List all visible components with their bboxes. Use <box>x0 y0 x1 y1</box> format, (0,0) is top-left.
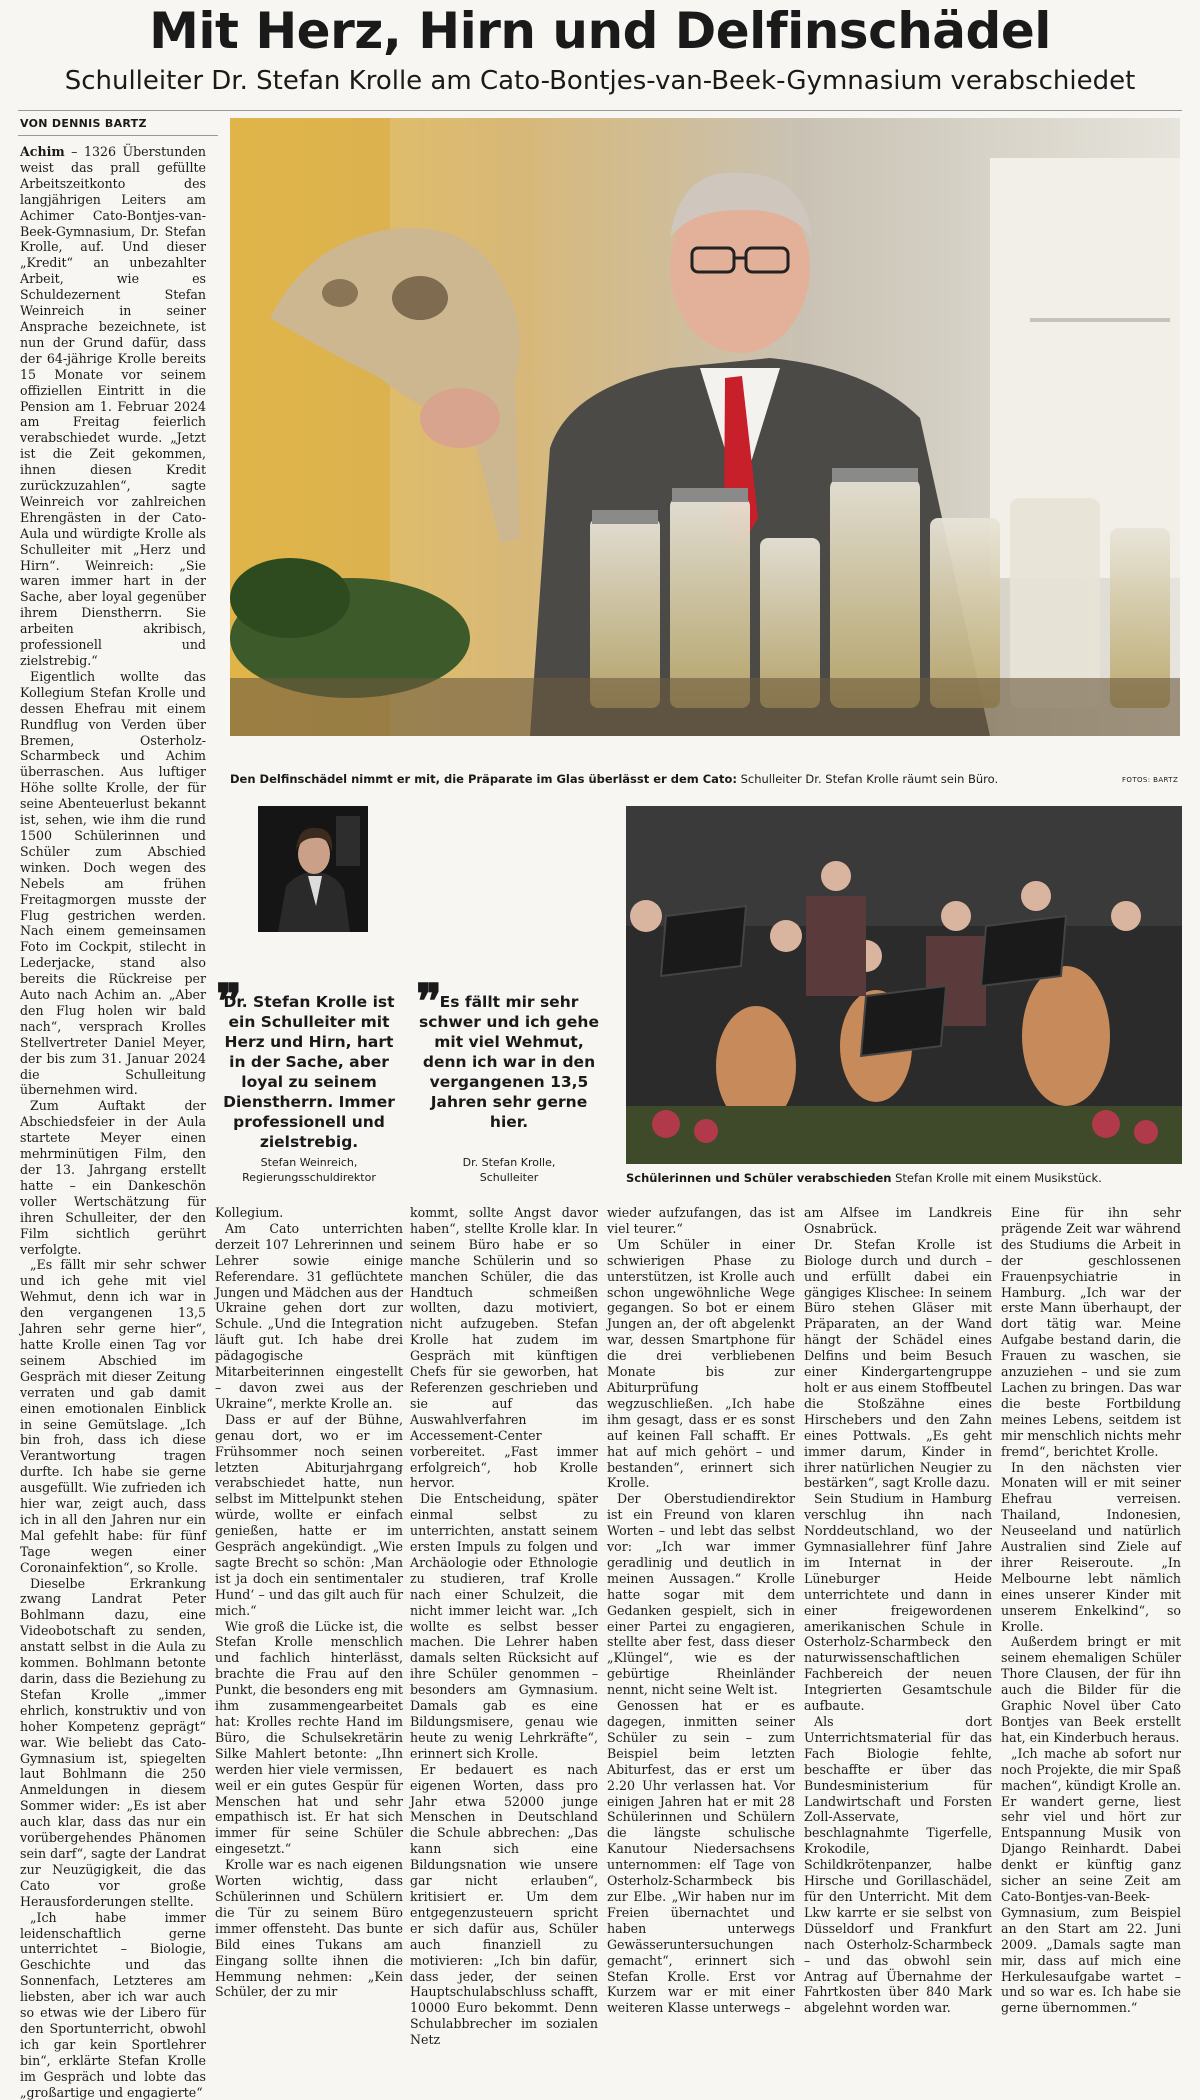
paragraph: „Ich habe immer leidenschaftlich gerne unterrichtet – Biologie, Geschichte und das Sonnenfach, Letzteres am liebsten, aber ich war auch so etwas wie der Libero für den Sportunterricht, obwohl ich gar kein Sportlehrer bin“, erklärte Stefan Krolle im Gespräch und lobte das „großartige und engagierte“ <box>20 1909 206 2100</box>
paragraph: Genossen hat er es dagegen, inmitten seiner Schüler zu sein – zum Beispiel beim letzten Abiturfest, das er erst um 2.20 Uhr verlassen hat. Vor einigen Jahren hat er mit 28 Schülerinnen und Schülern die längste schulische Kanutour Niedersachsens unternommen: elf Tage von Osterholz-Scharmbeck bis zur Elbe. „Wir haben nur im Freien übernachtet und haben unterwegs Gewässeruntersuchungen gemacht“, erinnert sich Stefan Krolle. Erst vor Kurzem war er mit einer weiteren Klasse unterwegs – <box>607 1698 795 2016</box>
paragraph: am Alfsee im Landkreis Osnabrück. <box>804 1205 992 1236</box>
paragraph: „Es fällt mir sehr schwer und ich gehe mit viel Wehmut, denn ich war in den vergangenen 13,5 Jahren sehr gerne hier“, hatte Krolle einen Tag vor seinem Abschied im Gespräch mit dieser Zeitung verraten und gab damit einen emotionalen Einblick in seine Gemütslage. „Ich bin froh, dass ich diese Verantwortung tragen durfte. Ich habe sie gerne ausgefüllt. Wie zufrieden ich hier war, zeigt auch, dass ich in all den Jahren nur ein Mal gefehlt habe: für fünf Tage wegen einer Coronainfektion“, so Krolle. <box>20 1257 206 1575</box>
paragraph: Dieselbe Erkrankung zwang Landrat Peter Bohlmann dazu, eine Videobotschaft zu senden, anstatt selbst in die Aula zu kommen. Bohlmann betonte darin, dass die Beziehung zu Stefan Krolle „immer ehrlich, konstruktiv und von hoher Kompetenz geprägt“ war. Wie beliebt das Cato-Gymnasium ist, spiegelten laut Bohlmann die 250 Anmeldungen in diesem Sommer wider: „Es ist aber auch klar, dass das nur ein vorübergehendes Phänomen sein darf“, sagte der Landrat zur Neuzügigkeit, die das Cato vor große Herausforderungen stellte. <box>20 1575 206 1909</box>
text-column-1 <box>20 144 206 2100</box>
text-column-6 <box>1001 1205 1181 2016</box>
subheadline: Schulleiter Dr. Stefan Krolle am Cato-Bontjes-van-Beek-Gymnasium verabschiedet <box>64 66 1136 96</box>
text-column-2 <box>215 1205 404 2000</box>
paragraph: Dass er auf der Bühne, genau dort, wo er im Frühsommer noch seinen letzten Abiturjahrgang verabschiedet hatte, nun selbst im Mittelpunkt stehen würde, wollte er einfach genießen, hatte er im Gespräch angekündigt. „Wie sagte Brecht so schön: ‚Man ist ja doch ein sentimentaler Hund‘ – und das gilt auch für mich.“ <box>215 1411 403 1618</box>
pull-quote-krolle <box>416 974 600 1132</box>
quote-attribution <box>218 1155 400 1185</box>
paragraph: Als dort Unterrichtsmaterial für das Fach Biologie fehlte, beschaffte er über das Bundesministerium für Landwirtschaft und Forsten Zoll-Asservate, beschlagnahmte Tigerfelle, Krokodile, Schildkrötenpanzer, halbe Hirsche und Gorillaschädel, für den Unterricht. Mit dem Lkw karrte er sie selbst von Düsseldorf und Frankfurt nach Osterholz-Scharmbeck – und das obwohl sein Antrag auf Übernahme der Fahrtkosten über 840 Mark abgelehnt worden war. <box>804 1714 992 2016</box>
paragraph: wieder aufzufangen, das ist viel teurer.“ <box>607 1205 795 1236</box>
byline-rule <box>18 135 218 136</box>
paragraph: Er bedauert es nach eigenen Worten, dass pro Jahr etwa 52000 junge Menschen in Deutschland die Schule abbrechen: „Das kann sich eine Bildungsnation wie unsere gar nicht erlauben“, kritisiert er. Um dem entgegenzusteuern spricht er sich dafür aus, Schüler auch finanziell zu motivieren: „Ich bin dafür, dass jeder, der seinen Hauptschulabschluss schafft, 10000 Euro bekommt. Denn Schulabbrecher im sozialen Netz <box>410 1761 598 2048</box>
paragraph: Am Cato unterrichten derzeit 107 Lehrerinnen und Lehrer sowie einige Referendare. 31 geflüchtete Jungen und Mädchen aus der Ukraine gehen dort zur Schule. „Und die Integration läuft gut. Ich habe drei pädagogische Mitarbeiterinnen eingestellt – davon zwei aus der Ukraine“, merkte Krolle an. <box>215 1220 404 1411</box>
paragraph: Die Entscheidung, später einmal selbst zu unterrichten, anstatt seinem ersten Impuls zu folgen und Archäologie oder Ethnologie zu studieren, traf Krolle nach einer Schulzeit, die nicht immer leicht war. „Ich wollte es selbst besser machen. Die Lehrer haben damals selten Rücksicht auf ihre Schüler genommen – besonders am Gymnasium. Damals gab es eine Bildungsmisere, genau wie heute zu wenig Lehrkräfte“, erinnert sich Krolle. <box>410 1491 598 1761</box>
caption-text: Stefan Krolle mit einem Musikstück. <box>891 1171 1102 1185</box>
paragraph: Um Schüler in einer schwierigen Phase zu unterstützen, ist Krolle auch schon ungewöhnliche Wege gegangen. So bot er einem Jungen an, der oft abgelenkt war, dessen Smartphone für die drei verbliebenen Monate bis zur Abiturprüfung wegzuschließen. „Ich habe ihm gesagt, dass er es sonst auf keinen Fall schafft. Er hat auf mich gehört – und bestanden“, erinnert sich Krolle. <box>607 1236 795 1491</box>
main-photo-delfinschaedel <box>230 118 1180 736</box>
paragraph: Dr. Stefan Krolle ist Biologe durch und durch – und erfüllt dabei ein gängiges Klischee: In seinem Büro stehen Gläser mit Präparaten, an der Wand hängt der Schädel eines Delfins und beim Besuch einer Kindergartengruppe holt er aus einem Stoffbeutel die Stoßzähne eines Hirschebers und den Zahn eines Pottwals. „Es geht immer darum, Kinder in ihrer natürlichen Neugier zu bestärken“, sagt Krolle dazu. <box>804 1236 992 1491</box>
music-photo-caption <box>626 1171 1182 1185</box>
pull-quote-weinreich <box>216 974 400 1152</box>
quote-text: Dr. Stefan Krolle ist ein Schulleiter mit Herz und Hirn, hart in der Sache, aber loyal zu seinem Dienstherrn. Immer professionell und zielstrebig. <box>223 993 395 1151</box>
header-rule <box>18 110 1182 111</box>
paragraph: Zum Auftakt der Abschiedsfeier in der Aula startete Meyer einen mehrminütigen Film, den der 13. Jahrgang erstellt hatte – ein Dankeschön voller Wertschätzung für ihren Schulleiter, der den Film sichtlich gerührt verfolgte. <box>20 1098 206 1257</box>
quote-attribution <box>418 1155 600 1185</box>
speaker-photo <box>258 806 368 932</box>
paragraph: kommt, sollte Angst davor haben“, stellte Krolle klar. In seinem Büro habe er so manche Schülerin und so manchen Schüler, die das Handtuch schmeißen wollten, dazu motiviert, nicht aufzugeben. Stefan Krolle hat zudem im Gespräch mit künftigen Chefs für sie geworben, hat Referenzen geschrieben und sie auf das Auswahlverfahren im Accessement-Center vorbereitet. „Fast immer erfolgreich“, hob Krolle hervor. <box>410 1205 598 1491</box>
quote-name: Stefan Weinreich, <box>260 1156 358 1169</box>
paragraph: Krolle war es nach eigenen Worten wichtig, dass Schülerinnen und Schülern die Tür zu seinem Büro immer offensteht. Das bunte Bild eines Tukans am Eingang sollte ihnen die Hemmung nehmen: „Kein Schüler, der zu mir <box>215 1857 403 2000</box>
text-column-5 <box>804 1205 992 2016</box>
paragraph: Sein Studium in Hamburg verschlug ihn nach Norddeutschland, wo der Gymnasiallehrer fünf Jahre im Internat in der Lüneburger Heide unterrichtete und dann in einer freigewordenen amerikanischen Schule in Osterholz-Scharmbeck den naturwissenschaftlichen Fachbereich der neuen Integrierten Gesamtschule aufbaute. <box>804 1491 992 1714</box>
lead-text: – 1326 Überstunden weist das prall gefüllte Arbeitszeitkonto des langjährigen Leiters am Achimer Cato-Bontjes-van-Beek-Gymnasium, Dr. Stefan Krolle, auf. Und dieser „Kredit“ an unbezahlter Arbeit, wie es Schuldezernent Stefan Weinreich in seiner Ansprache bezeichnete, ist nun der Grund dafür, dass der 64-jährige Krolle bereits 15 Monate vor seinem offiziellen Eintritt in die Pension am 1. Februar 2024 am Freitag feierlich verabschiedet wurde. „Jetzt ist die Zeit gekommen, ihnen diesen Kredit zurückzuzahlen“, sagte Weinreich vor zahlreichen Ehrengästen in der Cato-Aula und würdigte Krolle als Schulleiter mit „Herz und Hirn“. Weinreich: „Sie waren immer hart in der Sache, aber loyal gegenüber ihrem Dienstherrn. Sie arbeiten akribisch, professionell und zielstrebig.“ <box>20 144 206 668</box>
quote-name: Dr. Stefan Krolle, <box>462 1156 556 1169</box>
caption-text: Schulleiter Dr. Stefan Krolle räumt sein Büro. <box>736 772 999 786</box>
quote-mark: ❞ <box>216 974 242 1030</box>
paragraph: Wie groß die Lücke ist, die Stefan Krolle menschlich und fachlich hinterlässt, brachte die Frau auf den Punkt, die besonders eng mit ihm zusammengearbeitet hat: Krolles rechte Hand im Büro, die Schulsekretärin Silke Mahlert betonte: „Ihn werden hier viele vermissen, weil er ein gutes Gespür für Menschen hat und sehr empathisch ist. Er hat sich immer für seine Schüler eingesetzt.“ <box>215 1618 403 1857</box>
dateline: Achim <box>20 144 65 159</box>
paragraph: Außerdem bringt er mit seinem ehemaligen Schüler Thore Clausen, der für ihn auch die Bilder für die Graphic Novel über Cato Bontjes van Beek erstellt hat, ein Kinderbuch heraus. <box>1001 1634 1181 1745</box>
text-column-3 <box>410 1205 598 2048</box>
paragraph: „Ich mache ab sofort nur noch Projekte, die mir Spaß machen“, kündigt Krolle an. Er wandert gerne, liest sehr viel und hört zur Entspannung Musik von Django Reinhardt. Dabei denkt er künftig ganz sicher an seine Zeit am Cato-Bontjes-van-Beek-Gymnasium, zum Beispiel an den Start am 22. Juni 2009. „Damals sagte man mir, dass auf mich eine Herkulesaufgabe wartet – und so war es. Ich habe sie gerne übernommen.“ <box>1001 1745 1181 2016</box>
quote-role: Schulleiter <box>479 1171 539 1184</box>
quote-mark: ❞ <box>416 974 442 1030</box>
caption-bold: Den Delfinschädel nimmt er mit, die Präparate im Glas überlässt er dem Cato: <box>230 772 737 786</box>
paragraph: Der Oberstudiendirektor ist ein Freund von klaren Worten – und lebt das selbst vor: „Ich war immer geradlinig und deutlich in meinen Aussagen.“ Krolle hatte sogar mit dem Gedanken gespielt, sich in einer Partei zu engagieren, stellte aber fest, dass dieser „Klüngel“, wie es der gebürtige Rheinländer nennt, nicht seine Welt ist. <box>607 1491 795 1698</box>
byline: VON DENNIS BARTZ <box>20 117 147 130</box>
headline: Mit Herz, Hirn und Delfinschädel <box>149 2 1051 60</box>
paragraph: Eine für ihn sehr prägende Zeit war während des Studiums die Arbeit in der geschlossenen Frauenpsychiatrie in Hamburg. „Ich war der erste Mann überhaupt, der dort tätig war. Meine Aufgabe bestand darin, die Frauen zu waschen, sie anzuziehen – und sie zum Lachen zu bringen. Das war die beste Fortbildung meines Lebens, seitdem ist mir menschlich nichts mehr fremd“, berichtet Krolle. <box>1001 1205 1181 1459</box>
text-column-4 <box>607 1205 795 2016</box>
paragraph: Kollegium. <box>215 1205 284 1220</box>
paragraph: In den nächsten vier Monaten will er mit seiner Ehefrau verreisen. Thailand, Indonesien, Neuseeland und natürlich Australien sind Ziele auf ihrer Reiseroute. „In Melbourne lebt nämlich eines unserer Kinder mit unserem Enkelkind“, so Krolle. <box>1001 1459 1181 1634</box>
quote-role: Regierungsschuldirektor <box>242 1171 376 1184</box>
paragraph: Eigentlich wollte das Kollegium Stefan Krolle und dessen Ehefrau mit einem Rundflug von Verden über Bremen, Osterholz-Scharmbeck und Achim überraschen. Aus luftiger Höhe sollte Krolle, der für seine Abenteuerlust bekannt ist, sehen, wie ihm die rund 1500 Schülerinnen und Schüler zum Abschied winken. Doch wegen des Nebels am frühen Freitagmorgen musste der Flug gestrichen werden. Nach einem gemeinsamen Foto im Cockpit, stilecht in Lederjacke, stand also bereits die Rückreise per Auto nach Achim an. „Aber den Flug holen wir bald nach“, versprach Krolles Stellvertreter Daniel Meyer, der bis zum 31. Januar 2024 die Schulleitung übernehmen wird. <box>20 668 206 1098</box>
music-photo <box>626 806 1182 1164</box>
main-photo-caption <box>230 772 1030 786</box>
photo-credit: FOTOS: BARTZ <box>1122 776 1179 784</box>
caption-bold: Schülerinnen und Schüler verabschieden <box>626 1171 892 1185</box>
quote-text: Es fällt mir sehr schwer und ich gehe mit viel Wehmut, denn ich war in den vergangenen 13,5 Jahren sehr gerne hier. <box>419 993 599 1131</box>
